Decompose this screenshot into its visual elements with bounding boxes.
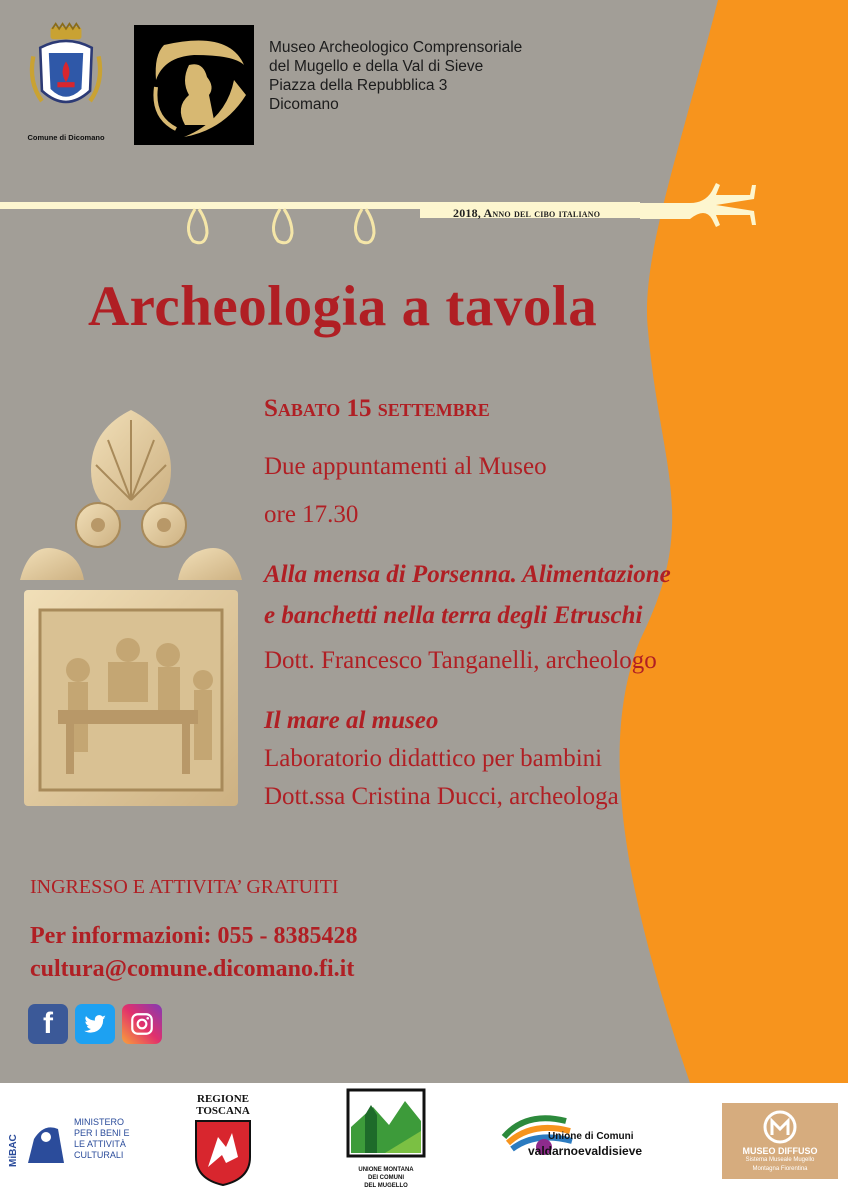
unione-montana-logo — [345, 1087, 427, 1197]
regione-line: TOSCANA — [196, 1105, 250, 1117]
unione-montana-line: DEL MUGELLO — [364, 1183, 408, 1189]
unione-montana-line: UNIONE MONTANA — [358, 1167, 414, 1173]
museum-logo — [134, 25, 254, 145]
event-date: Sabato 15 settembre — [264, 395, 490, 422]
sponsor-footer — [0, 1083, 848, 1200]
fork-caption: 2018, Anno del cibo italiano — [453, 206, 601, 220]
mibac-line: MINISTERO — [74, 1117, 125, 1127]
museum-line: Museo Archeologico Comprensoriale — [269, 39, 523, 56]
event-time: ore 17.30 — [264, 501, 359, 528]
event-line: Due appuntamenti al Museo — [264, 453, 547, 480]
museum-address — [269, 38, 522, 114]
info-phone: Per informazioni: 055 - 8385428 — [30, 923, 358, 949]
unione-montana-line: DEI COMUNI — [368, 1175, 404, 1181]
mibac-line: PER I BENI E — [74, 1128, 130, 1138]
talk-title: Alla mensa di Porsenna. Alimentazione — [264, 561, 671, 588]
comune-crest — [18, 22, 114, 150]
museo-diffuso-logo — [722, 1103, 838, 1179]
lab-speaker: Dott.ssa Cristina Ducci, archeologa — [264, 783, 619, 810]
regione-toscana-logo — [190, 1093, 256, 1193]
museo-diffuso-line: Sistema Museale Mugello — [745, 1157, 815, 1163]
mibac-tag: MiBAC — [8, 1134, 19, 1167]
regione-line: REGIONE — [197, 1093, 249, 1105]
museo-diffuso-line: Montagna Fiorentina — [752, 1166, 808, 1172]
free-entry-note: INGRESSO E ATTIVITA’ GRATUITI — [30, 876, 339, 898]
main-title: Archeologia a tavola — [88, 275, 598, 338]
twitter-icon[interactable] — [75, 1004, 115, 1044]
museum-line: Dicomano — [269, 96, 339, 113]
lab-description: Laboratorio didattico per bambini — [264, 745, 603, 772]
lab-title: Il mare al museo — [264, 707, 439, 734]
mibac-logo — [8, 1115, 158, 1175]
unione-comuni-line: valdarnoevaldisieve — [528, 1144, 643, 1158]
mibac-line: CULTURALI — [74, 1150, 124, 1160]
museum-line: del Mugello e della Val di Sieve — [269, 58, 484, 75]
unione-comuni-line: Unione di Comuni — [548, 1131, 634, 1142]
talk-title: e banchetti nella terra degli Etruschi — [264, 602, 643, 629]
fork-illustration — [0, 175, 848, 255]
etruscan-relief-image — [18, 410, 244, 808]
info-email[interactable]: cultura@comune.dicomano.fi.it — [30, 956, 355, 982]
crest-caption: Comune di Dicomano — [27, 133, 105, 142]
museum-line: Piazza della Repubblica 3 — [269, 77, 448, 94]
talk-speaker: Dott. Francesco Tanganelli, archeologo — [264, 647, 657, 674]
museo-diffuso-line: MUSEO DIFFUSO — [742, 1146, 818, 1156]
unione-comuni-logo — [496, 1107, 676, 1167]
instagram-icon[interactable] — [122, 1004, 162, 1044]
mibac-line: LE ATTIVITÀ — [74, 1139, 126, 1149]
facebook-icon[interactable]: f — [28, 1004, 68, 1044]
